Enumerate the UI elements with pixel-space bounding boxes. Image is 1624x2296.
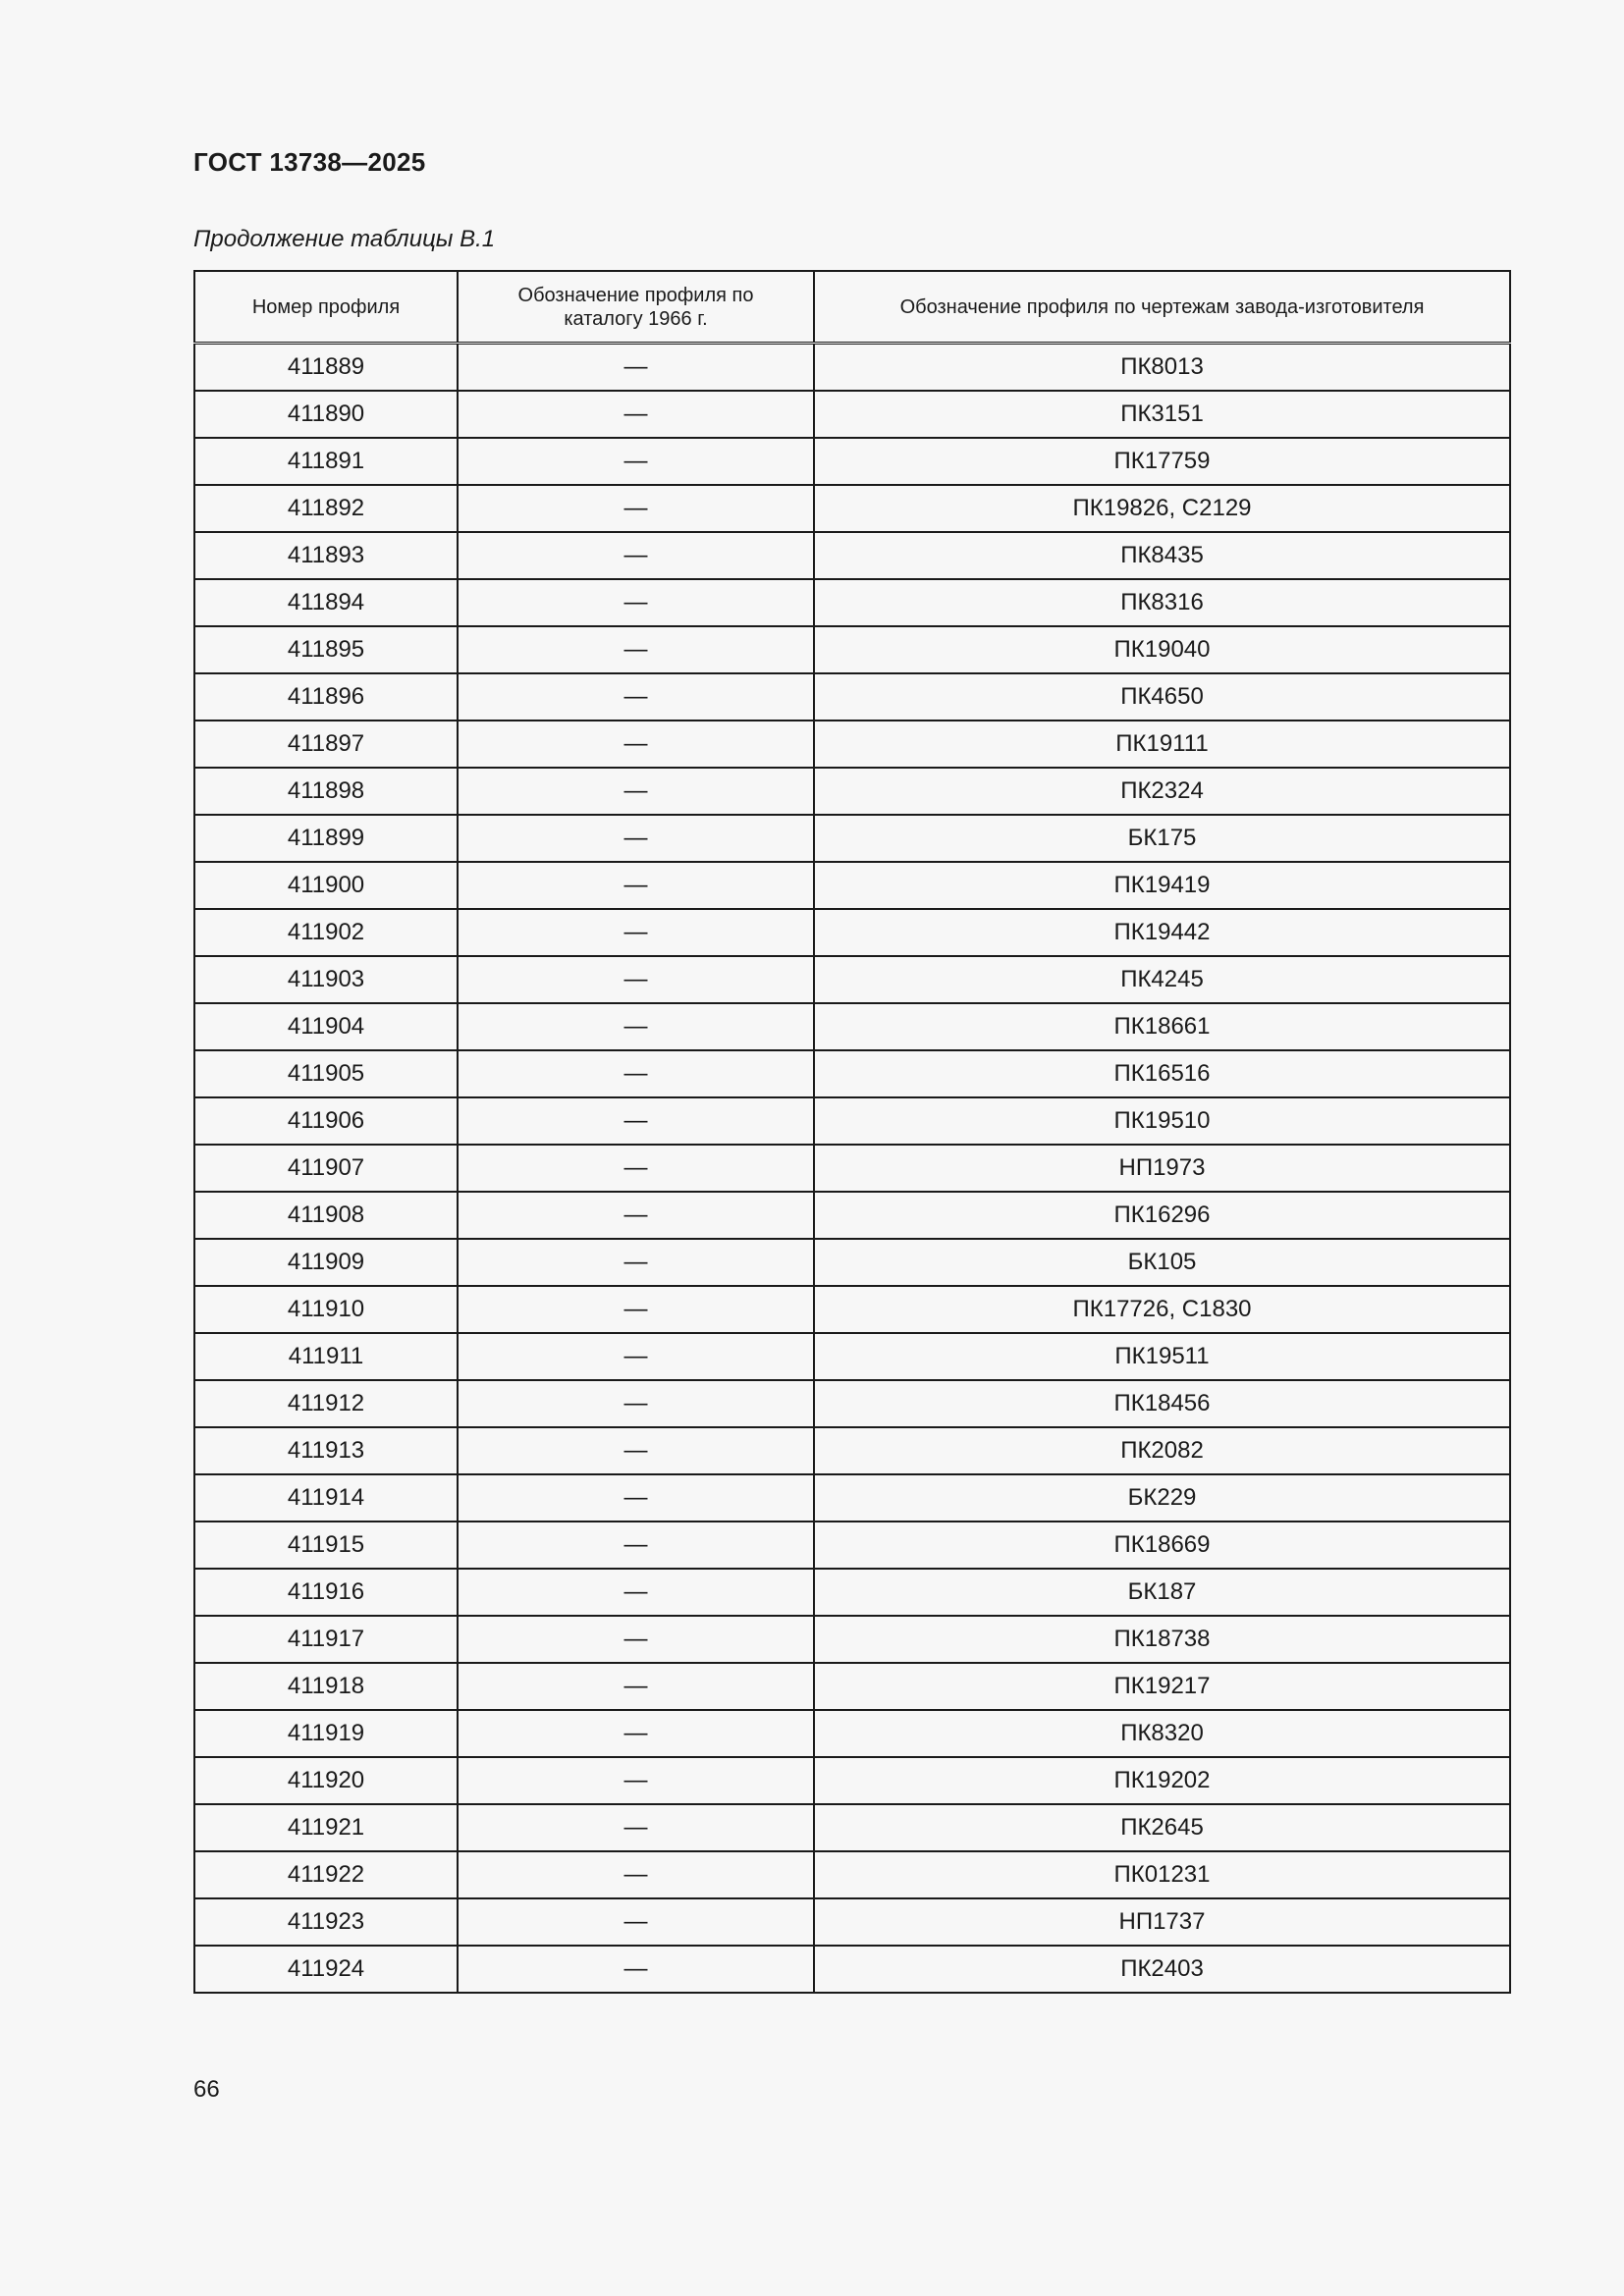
cell-catalog-1966: — [458,1239,814,1286]
cell-catalog-1966: — [458,1946,814,1993]
table-row [194,1474,1510,1522]
cell-catalog-1966: — [458,391,814,438]
cell-factory-designation: ПК17726, С1830 [814,1286,1510,1333]
table-row [194,1097,1510,1145]
cell-factory-designation: ПК16296 [814,1192,1510,1239]
cell-catalog-1966: — [458,1050,814,1097]
table-row [194,1710,1510,1757]
cell-profile-number: 411914 [194,1474,458,1522]
column-header-factory-designation: Обозначение профиля по чертежам завода-изготовителя [814,271,1510,344]
cell-factory-designation: ПК19202 [814,1757,1510,1804]
cell-profile-number: 411909 [194,1239,458,1286]
table-row [194,1946,1510,1993]
cell-profile-number: 411910 [194,1286,458,1333]
cell-factory-designation: ПК18456 [814,1380,1510,1427]
table-row [194,485,1510,532]
cell-profile-number: 411903 [194,956,458,1003]
cell-factory-designation: ПК2324 [814,768,1510,815]
cell-profile-number: 411893 [194,532,458,579]
cell-profile-number: 411916 [194,1569,458,1616]
table-caption: Продолжение таблицы В.1 [193,226,496,252]
table-row [194,1898,1510,1946]
table-row [194,1804,1510,1851]
cell-catalog-1966: — [458,1569,814,1616]
cell-catalog-1966: — [458,1522,814,1569]
table-row [194,1003,1510,1050]
table-row [194,1569,1510,1616]
cell-catalog-1966: — [458,1145,814,1192]
table-row [194,956,1510,1003]
table-body [194,344,1510,1994]
cell-catalog-1966: — [458,438,814,485]
table-row [194,673,1510,721]
cell-profile-number: 411908 [194,1192,458,1239]
cell-profile-number: 411907 [194,1145,458,1192]
cell-profile-number: 411921 [194,1804,458,1851]
table-row [194,862,1510,909]
cell-catalog-1966: — [458,1427,814,1474]
profiles-table [193,270,1511,1994]
cell-catalog-1966: — [458,1192,814,1239]
cell-factory-designation: ПК19511 [814,1333,1510,1380]
cell-catalog-1966: — [458,673,814,721]
cell-profile-number: 411922 [194,1851,458,1898]
cell-catalog-1966: — [458,1663,814,1710]
table-row [194,1616,1510,1663]
cell-factory-designation: ПК17759 [814,438,1510,485]
table-row [194,1522,1510,1569]
table-row [194,721,1510,768]
cell-profile-number: 411900 [194,862,458,909]
cell-factory-designation: БК175 [814,815,1510,862]
cell-factory-designation: ПК19217 [814,1663,1510,1710]
cell-factory-designation: ПК19111 [814,721,1510,768]
cell-catalog-1966: — [458,626,814,673]
cell-catalog-1966: — [458,579,814,626]
table-row [194,1145,1510,1192]
cell-catalog-1966: — [458,768,814,815]
table-header-row [194,271,1510,344]
cell-profile-number: 411919 [194,1710,458,1757]
cell-profile-number: 411904 [194,1003,458,1050]
cell-catalog-1966: — [458,1851,814,1898]
cell-profile-number: 411899 [194,815,458,862]
cell-factory-designation: ПК3151 [814,391,1510,438]
table-row [194,1286,1510,1333]
cell-catalog-1966: — [458,1097,814,1145]
cell-factory-designation: БК105 [814,1239,1510,1286]
cell-catalog-1966: — [458,1286,814,1333]
cell-factory-designation: ПК8316 [814,579,1510,626]
document-title: ГОСТ 13738—2025 [193,147,426,177]
cell-factory-designation: ПК19040 [814,626,1510,673]
cell-catalog-1966: — [458,1474,814,1522]
cell-profile-number: 411894 [194,579,458,626]
cell-factory-designation: НП1737 [814,1898,1510,1946]
cell-profile-number: 411896 [194,673,458,721]
cell-factory-designation: ПК2645 [814,1804,1510,1851]
table-row [194,532,1510,579]
cell-profile-number: 411902 [194,909,458,956]
cell-factory-designation: ПК8435 [814,532,1510,579]
cell-factory-designation: ПК19826, С2129 [814,485,1510,532]
cell-factory-designation: БК229 [814,1474,1510,1522]
table-row [194,1050,1510,1097]
table-row [194,1192,1510,1239]
cell-catalog-1966: — [458,485,814,532]
table-row [194,391,1510,438]
cell-catalog-1966: — [458,1380,814,1427]
cell-factory-designation: БК187 [814,1569,1510,1616]
cell-factory-designation: ПК18661 [814,1003,1510,1050]
cell-profile-number: 411905 [194,1050,458,1097]
cell-factory-designation: НП1973 [814,1145,1510,1192]
cell-catalog-1966: — [458,1710,814,1757]
cell-profile-number: 411912 [194,1380,458,1427]
cell-profile-number: 411923 [194,1898,458,1946]
cell-catalog-1966: — [458,1616,814,1663]
cell-factory-designation: ПК8320 [814,1710,1510,1757]
cell-profile-number: 411895 [194,626,458,673]
cell-factory-designation: ПК8013 [814,344,1510,392]
table-row [194,438,1510,485]
table-row [194,1333,1510,1380]
table-row [194,1851,1510,1898]
cell-catalog-1966: — [458,1333,814,1380]
cell-profile-number: 411915 [194,1522,458,1569]
table-row [194,815,1510,862]
cell-factory-designation: ПК01231 [814,1851,1510,1898]
cell-factory-designation: ПК16516 [814,1050,1510,1097]
table-row [194,1427,1510,1474]
column-header-catalog-1966: Обозначение профиля по каталогу 1966 г. [458,271,814,344]
cell-profile-number: 411889 [194,344,458,392]
cell-catalog-1966: — [458,344,814,392]
table-row [194,1757,1510,1804]
cell-profile-number: 411898 [194,768,458,815]
table-row [194,344,1510,392]
cell-profile-number: 411911 [194,1333,458,1380]
cell-catalog-1966: — [458,721,814,768]
table-row [194,1663,1510,1710]
cell-catalog-1966: — [458,532,814,579]
table-row [194,1380,1510,1427]
cell-catalog-1966: — [458,1003,814,1050]
cell-catalog-1966: — [458,862,814,909]
cell-profile-number: 411906 [194,1097,458,1145]
cell-profile-number: 411890 [194,391,458,438]
cell-factory-designation: ПК19510 [814,1097,1510,1145]
cell-profile-number: 411897 [194,721,458,768]
cell-factory-designation: ПК19442 [814,909,1510,956]
cell-catalog-1966: — [458,1757,814,1804]
table-row [194,1239,1510,1286]
cell-profile-number: 411891 [194,438,458,485]
cell-profile-number: 411924 [194,1946,458,1993]
cell-catalog-1966: — [458,956,814,1003]
cell-factory-designation: ПК2403 [814,1946,1510,1993]
cell-factory-designation: ПК2082 [814,1427,1510,1474]
cell-factory-designation: ПК18738 [814,1616,1510,1663]
cell-profile-number: 411892 [194,485,458,532]
cell-factory-designation: ПК19419 [814,862,1510,909]
column-header-profile-number: Номер профиля [194,271,458,344]
cell-factory-designation: ПК18669 [814,1522,1510,1569]
cell-profile-number: 411920 [194,1757,458,1804]
cell-catalog-1966: — [458,1804,814,1851]
table-row [194,909,1510,956]
table-row [194,626,1510,673]
cell-profile-number: 411917 [194,1616,458,1663]
table-row [194,768,1510,815]
table-row [194,579,1510,626]
cell-profile-number: 411918 [194,1663,458,1710]
cell-catalog-1966: — [458,909,814,956]
page-number: 66 [193,2076,220,2103]
cell-profile-number: 411913 [194,1427,458,1474]
cell-catalog-1966: — [458,815,814,862]
cell-factory-designation: ПК4245 [814,956,1510,1003]
cell-factory-designation: ПК4650 [814,673,1510,721]
cell-catalog-1966: — [458,1898,814,1946]
